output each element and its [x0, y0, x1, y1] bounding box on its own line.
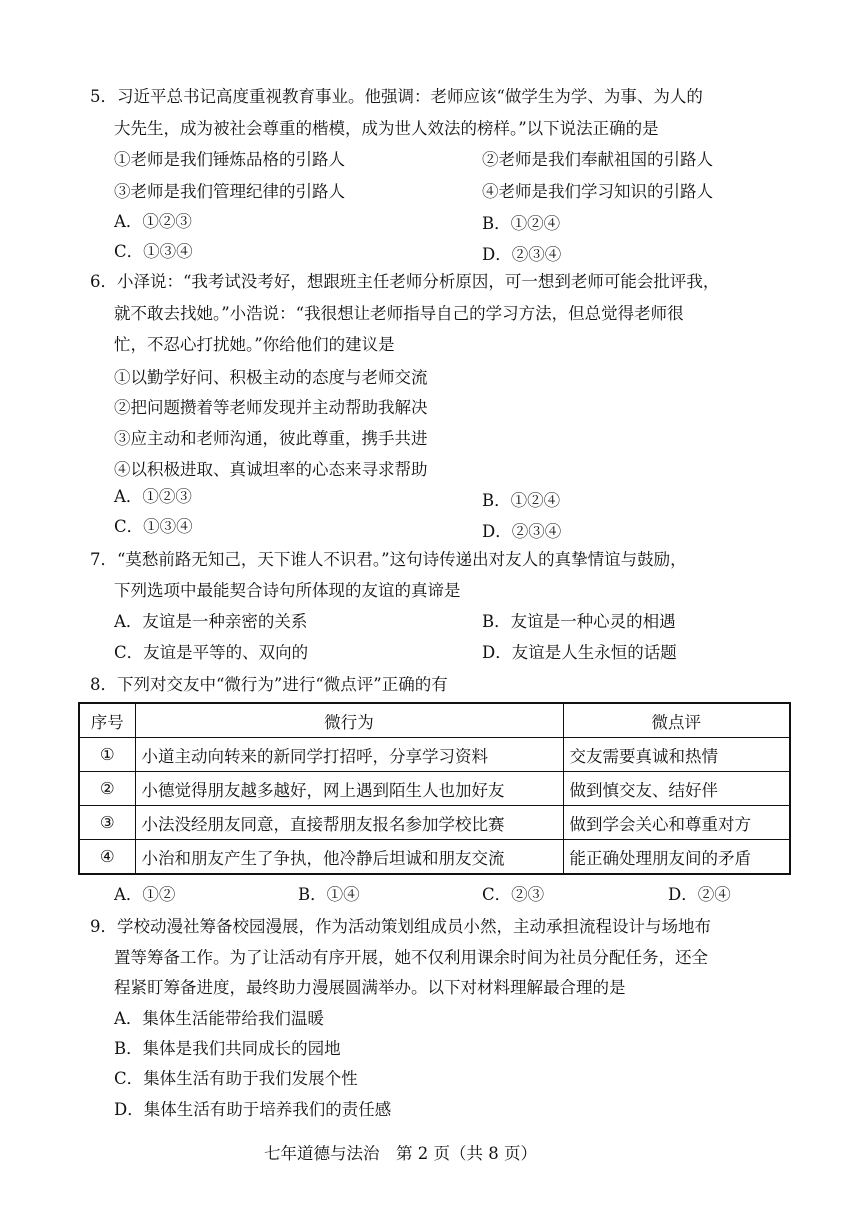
- q5-statement-4: ④老师是我们学习知识的引路人: [482, 182, 713, 201]
- page-footer: 七年道德与法治 第 2 页（共 8 页）: [264, 1144, 537, 1163]
- q5-stem-line2: 大先生，成为被社会尊重的楷模，成为世人效法的榜样。”以下说法正确的是: [114, 119, 659, 138]
- q7-option-b[interactable]: B．友谊是一种心灵的相遇: [482, 612, 676, 631]
- table-header-row: [79, 703, 790, 738]
- q6-stem-line1: 6．小泽说：“我考试没考好，想跟班主任老师分析原因，可一想到老师可能会批评我，: [90, 272, 720, 291]
- q9-option-c[interactable]: C．集体生活有助于我们发展个性: [114, 1069, 358, 1088]
- row-behavior: 小道主动向转来的新同学打招呼，分享学习资料: [135, 738, 563, 772]
- q8-option-b[interactable]: B．①④: [298, 885, 360, 904]
- q6-statement-1: ①以勤学好问、积极主动的态度与老师交流: [114, 368, 428, 387]
- header-comment: 微点评: [563, 703, 790, 738]
- q5-option-c[interactable]: C．①③④: [114, 242, 193, 261]
- q7-option-d[interactable]: D．友谊是人生永恒的话题: [482, 643, 677, 662]
- q5-statement-1: ①老师是我们锤炼品格的引路人: [114, 150, 345, 169]
- q8-option-a[interactable]: A．①②: [114, 885, 176, 904]
- row-number: ①: [79, 738, 135, 772]
- q6-statement-4: ④以积极进取、真诚坦率的心态来寻求帮助: [114, 460, 428, 479]
- q7-stem-line1: 7．“莫愁前路无知己，天下谁人不识君。”这句诗传递出对友人的真挚情谊与鼓励，: [90, 550, 687, 569]
- q9-stem-line1: 9．学校动漫社筹备校园漫展，作为活动策划组成员小然，主动承担流程设计与场地布: [90, 917, 711, 936]
- q9-option-b[interactable]: B．集体是我们共同成长的园地: [114, 1039, 341, 1058]
- row-behavior: 小治和朋友产生了争执，他冷静后坦诚和朋友交流: [135, 840, 563, 875]
- row-number: ②: [79, 772, 135, 806]
- row-number: ③: [79, 806, 135, 840]
- row-behavior: 小德觉得朋友越多越好，网上遇到陌生人也加好友: [135, 772, 563, 806]
- row-number: ④: [79, 840, 135, 875]
- q6-stem-line2: 就不敢去找她。”小浩说：“我很想让老师指导自己的学习方法，但总觉得老师很: [114, 304, 684, 323]
- q8-stem: 8．下列对交友中“微行为”进行“微点评”正确的有: [90, 675, 448, 694]
- table-row: [79, 738, 790, 772]
- row-comment: 交友需要真诚和热情: [563, 738, 790, 772]
- q6-option-a[interactable]: A．①②③: [114, 487, 192, 506]
- q9-stem-line2: 置等筹备工作。为了让活动有序开展，她不仅利用课余时间为社员分配任务，还全: [114, 948, 708, 967]
- q8-option-d[interactable]: D．②④: [668, 885, 731, 904]
- q6-stem-line3: 忙，不忍心打扰她。”你给他们的建议是: [114, 335, 395, 354]
- q6-option-d[interactable]: D．②③④: [482, 522, 562, 541]
- table-row: [79, 806, 790, 840]
- table-row: [79, 840, 790, 875]
- q5-statement-3: ③老师是我们管理纪律的引路人: [114, 182, 345, 201]
- q9-option-a[interactable]: A．集体生活能带给我们温暖: [114, 1009, 324, 1028]
- q5-stem-line1: 5．习近平总书记高度重视教育事业。他强调：老师应该“做学生为学、为事、为人的: [90, 87, 703, 106]
- q7-stem-line2: 下列选项中最能契合诗句所体现的友谊的真谛是: [114, 581, 461, 600]
- q5-option-a[interactable]: A．①②③: [114, 212, 192, 231]
- header-behavior: 微行为: [135, 703, 563, 738]
- q8-table: [78, 702, 791, 875]
- q5-option-d[interactable]: D．②③④: [482, 245, 562, 264]
- q7-option-c[interactable]: C．友谊是平等的、双向的: [114, 643, 309, 662]
- q9-stem-line3: 程紧盯筹备进度，最终助力漫展圆满举办。以下对材料理解最合理的是: [114, 978, 626, 997]
- q6-option-b[interactable]: B．①②④: [482, 491, 561, 510]
- q6-statement-2: ②把问题攒着等老师发现并主动帮助我解决: [114, 398, 428, 417]
- q5-option-b[interactable]: B．①②④: [482, 214, 561, 233]
- q6-option-c[interactable]: C．①③④: [114, 517, 193, 536]
- row-comment: 做到慎交友、结好伴: [563, 772, 790, 806]
- header-number: 序号: [79, 703, 135, 738]
- q5-statement-2: ②老师是我们奉献祖国的引路人: [482, 150, 713, 169]
- row-behavior: 小法没经朋友同意，直接帮朋友报名参加学校比赛: [135, 806, 563, 840]
- q8-option-c[interactable]: C．②③: [482, 885, 545, 904]
- row-comment: 做到学会关心和尊重对方: [563, 806, 790, 840]
- table-row: [79, 772, 790, 806]
- row-comment: 能正确处理朋友间的矛盾: [563, 840, 790, 875]
- q9-option-d[interactable]: D．集体生活有助于培养我们的责任感: [114, 1100, 392, 1119]
- q7-option-a[interactable]: A．友谊是一种亲密的关系: [114, 612, 308, 631]
- q6-statement-3: ③应主动和老师沟通，彼此尊重，携手共进: [114, 429, 428, 448]
